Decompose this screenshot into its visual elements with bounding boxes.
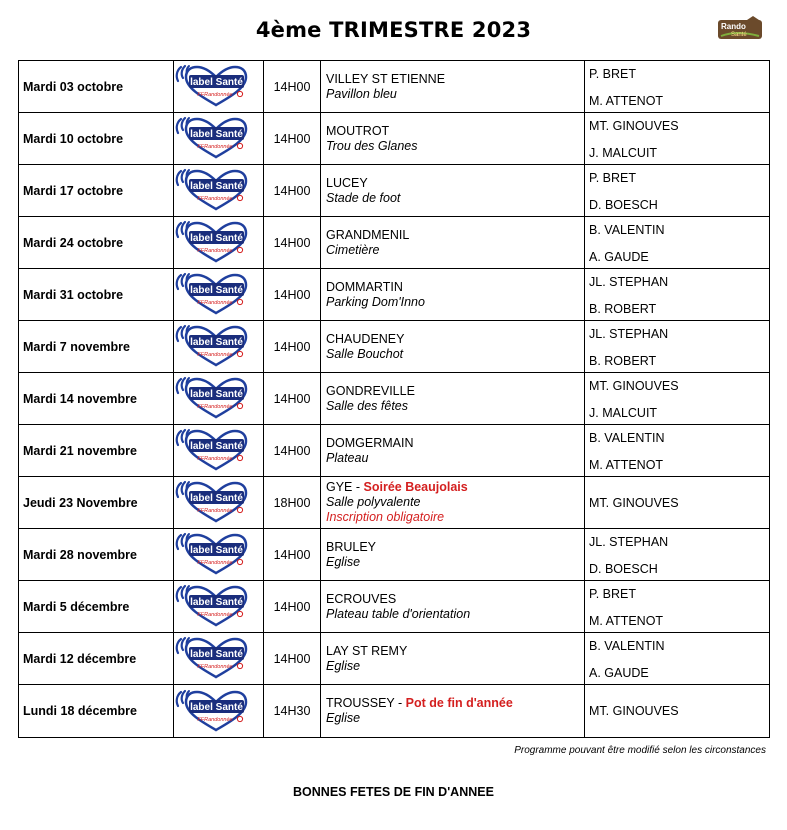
place-cell [321,321,585,373]
badge-cell [174,425,264,477]
date-cell: Mardi 03 octobre [19,61,174,113]
town-name: VILLEY ST ETIENNE [326,71,446,86]
town-name: GONDREVILLE [326,383,415,398]
leaders-cell [585,581,770,633]
meeting-point: Cimetière [326,242,380,257]
town-name: CHAUDENEY [326,331,405,346]
place-cell [321,529,585,581]
leader-name: J. MALCUIT [589,145,658,160]
badge-cell [174,581,264,633]
leaders-cell [585,269,770,321]
leader-name: A. GAUDE [589,249,649,264]
date-cell: Mardi 12 décembre [19,633,174,685]
badge-cell [174,477,264,529]
separator: - [352,480,364,494]
leader-name: A. GAUDE [589,665,649,680]
table-row [19,529,770,581]
time-cell: 14H00 [264,269,321,321]
badge-sub-text: FFRandonnée [197,716,233,723]
date-cell: Mardi 21 novembre [19,425,174,477]
event-name: Pot de fin d'année [405,696,513,710]
place-name [326,592,584,607]
date-cell: Mardi 5 décembre [19,581,174,633]
place-name [326,480,584,495]
town-name: GRANDMENIL [326,227,410,242]
town-name: MOUTROT [326,123,390,138]
leader-name: MT. GINOUVES [589,704,679,718]
badge-cell [174,633,264,685]
leaders-cell [585,61,770,113]
badge-main-text: label Santé [190,545,243,556]
date-cell: Mardi 28 novembre [19,529,174,581]
leader-name: B. ROBERT [589,301,657,316]
leaders-cell [585,217,770,269]
table-row [19,321,770,373]
leaders-cell [585,477,770,529]
meeting-point: Salle Bouchot [326,346,404,361]
place-name [326,332,584,347]
badge-sub-text: FFRandonnée [197,248,233,254]
leaders-cell [585,425,770,477]
table-row [19,581,770,633]
meeting-point: Stade de foot [326,190,401,205]
leader-name: M. ATTENOT [589,93,664,108]
table-row [19,217,770,269]
town-name: GYE [326,480,353,494]
meeting-point: Parking Dom'Inno [326,294,425,309]
leaders-cell [585,113,770,165]
place-cell [321,685,585,738]
place-name [326,696,584,711]
label-sante-badge-icon [174,478,258,524]
badge-sub-text: FFRandonnée [197,560,233,566]
meeting-point: Salle des fêtes [326,398,408,413]
date-cell: Mardi 17 octobre [19,165,174,217]
badge-main-text: label Santé [190,337,243,348]
meeting-point: Eglise [326,711,361,725]
town-name: BRULEY [326,539,377,554]
time-cell: 14H00 [264,633,321,685]
place-name [326,280,584,295]
town-name: ECROUVES [326,591,397,606]
badge-cell [174,217,264,269]
badge-sub-text: FFRandonnée [197,664,233,670]
place-cell [321,113,585,165]
place-cell [321,633,585,685]
time-cell: 14H00 [264,581,321,633]
leader-name: JL. STEPHAN [589,326,669,341]
leader-name: B. ROBERT [589,353,657,368]
leader-name: JL. STEPHAN [589,534,669,549]
badge-cell [174,321,264,373]
place-cell [321,581,585,633]
meeting-point: Pavillon bleu [326,86,397,101]
meeting-point: Salle polyvalente [326,495,421,509]
place-cell [321,217,585,269]
table-row [19,425,770,477]
separator: - [394,696,406,710]
badge-main-text: label Santé [190,389,243,400]
leaders-cell [585,633,770,685]
table-row [19,685,770,738]
leader-name: JL. STEPHAN [589,274,669,289]
town-name: DOMGERMAIN [326,435,414,450]
badge-sub-text: FFRandonnée [197,196,233,202]
place-name [326,540,584,555]
leader-name: MT. GINOUVES [589,495,679,510]
town-name: TROUSSEY [326,696,395,710]
badge-sub-text: FFRandonnée [197,92,233,98]
meeting-point: Plateau [326,450,369,465]
time-cell: 14H00 [264,113,321,165]
leader-name: B. VALENTIN [589,430,665,445]
time-cell: 14H00 [264,61,321,113]
leader-name: P. BRET [589,66,637,81]
badge-main-text: label Santé [190,649,243,660]
badge-sub-text: FFRandonnée [197,456,233,462]
badge-cell [174,61,264,113]
leaders-cell [585,529,770,581]
label-sante-badge-icon [174,114,258,160]
label-sante-badge-icon [174,374,258,420]
svg-text:Santé: Santé [731,32,747,38]
badge-cell [174,269,264,321]
time-cell: 14H00 [264,321,321,373]
leader-name: B. VALENTIN [589,638,665,653]
time-cell: 14H00 [264,425,321,477]
badge-sub-text: FFRandonnée [197,404,233,410]
badge-main-text: label Santé [190,441,243,452]
table-row [19,477,770,529]
date-cell: Mardi 31 octobre [19,269,174,321]
badge-main-text: label Santé [190,285,243,296]
table-row [19,113,770,165]
table-row [19,269,770,321]
table-row [19,61,770,113]
badge-main-text: label Santé [190,77,243,88]
leader-name: B. VALENTIN [589,222,665,237]
leader-name: MT. GINOUVES [589,118,679,133]
label-sante-badge-icon [174,270,258,316]
badge-sub-text: FFRandonnée [197,352,233,358]
time-cell: 18H00 [264,477,321,529]
time-cell: 14H00 [264,529,321,581]
badge-cell [174,373,264,425]
rando-sante-logo [717,16,763,40]
date-cell: Mardi 10 octobre [19,113,174,165]
badge-main-text: label Santé [190,129,243,140]
place-name [326,72,584,87]
table-row [19,165,770,217]
label-sante-badge-icon [174,322,258,368]
place-cell [321,477,585,529]
schedule-table [18,60,770,738]
town-name: LUCEY [326,175,368,190]
leader-name: M. ATTENOT [589,613,664,628]
time-cell: 14H30 [264,685,321,738]
badge-main-text: label Santé [190,597,243,608]
place-cell [321,425,585,477]
leaders-cell [585,165,770,217]
badge-sub-text: FFRandonnée [197,144,233,150]
date-cell: Mardi 14 novembre [19,373,174,425]
place-name [326,228,584,243]
badge-cell [174,529,264,581]
time-cell: 14H00 [264,165,321,217]
date-cell: Mardi 7 novembre [19,321,174,373]
leader-name: D. BOESCH [589,197,658,212]
leader-name: MT. GINOUVES [589,378,679,393]
label-sante-badge-icon [174,218,258,264]
leader-name: P. BRET [589,170,637,185]
place-cell [321,61,585,113]
place-name [326,176,584,191]
event-name: Soirée Beaujolais [363,480,468,494]
meeting-point: Plateau table d'orientation [326,606,471,621]
leaders-cell [585,373,770,425]
footer-greeting: BONNES FETES DE FIN D'ANNEE [293,785,494,799]
town-name: DOMMARTIN [326,279,403,294]
time-cell: 14H00 [264,217,321,269]
place-cell [321,373,585,425]
place-name [326,436,584,451]
table-row [19,373,770,425]
page-title: 4ème TRIMESTRE 2023 [255,18,532,42]
badge-main-text: label Santé [190,701,243,713]
leaders-cell [585,685,770,738]
time-cell: 14H00 [264,373,321,425]
leader-name: D. BOESCH [589,561,658,576]
date-cell: Lundi 18 décembre [19,685,174,738]
place-cell [321,269,585,321]
label-sante-badge-icon [174,634,258,680]
badge-sub-text: FFRandonnée [197,300,233,306]
meeting-point: Trou des Glanes [326,138,418,153]
badge-main-text: label Santé [190,233,243,244]
date-cell: Jeudi 23 Novembre [19,477,174,529]
badge-cell [174,685,264,738]
badge-sub-text: FFRandonnée [197,612,233,618]
leader-name: M. ATTENOT [589,457,664,472]
badge-cell [174,113,264,165]
badge-sub-text: FFRandonnée [197,508,233,514]
label-sante-badge-icon [174,166,258,212]
place-cell [321,165,585,217]
label-sante-badge-icon [174,62,258,108]
badge-main-text: label Santé [190,493,243,504]
badge-main-text: label Santé [190,181,243,192]
town-name: LAY ST REMY [326,643,408,658]
label-sante-badge-icon [174,530,258,576]
leader-name: J. MALCUIT [589,405,658,420]
footnote: Programme pouvant être modifié selon les circonstances [514,745,766,756]
event-note: Inscription obligatoire [326,510,445,524]
badge-cell [174,165,264,217]
place-name [326,644,584,659]
label-sante-badge-icon [174,426,258,472]
meeting-point: Eglise [326,554,361,569]
svg-text:Rando: Rando [721,22,746,31]
table-row [19,633,770,685]
place-name [326,124,584,139]
label-sante-badge-icon [174,687,258,733]
meeting-point: Eglise [326,658,361,673]
label-sante-badge-icon [174,582,258,628]
leader-name: P. BRET [589,586,637,601]
leaders-cell [585,321,770,373]
place-name [326,384,584,399]
date-cell: Mardi 24 octobre [19,217,174,269]
